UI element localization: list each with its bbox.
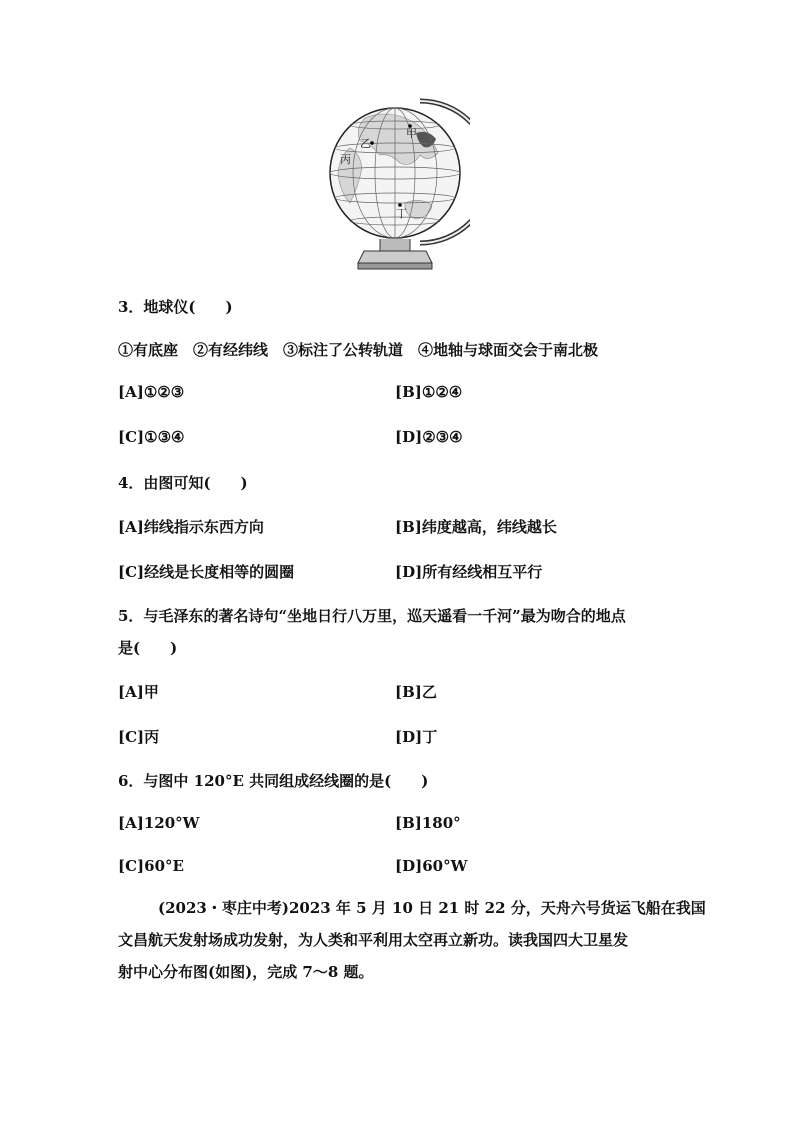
globe-stand-neck	[380, 239, 410, 251]
globe-base	[358, 251, 432, 263]
question-5-option-c[interactable]: [C]丙	[118, 728, 160, 746]
label-bing: 丙	[340, 153, 351, 166]
label-yi: 乙	[360, 137, 371, 150]
question-6-stem: 6．与图中 120°E 共同组成经线圈的是( )	[118, 772, 429, 790]
question-6-option-d[interactable]: [D]60°W	[395, 857, 468, 875]
label-ding: 丁	[396, 207, 407, 220]
question-4-stem: 4．由图可知( )	[118, 474, 248, 492]
label-jia: 甲	[406, 127, 417, 140]
question-3-statements: ①有底座 ②有经纬线 ③标注了公转轨道 ④地轴与球面交会于南北极	[118, 341, 599, 359]
question-3-stem: 3．地球仪( )	[118, 298, 233, 316]
globe-illustration	[320, 93, 470, 273]
question-6-option-a[interactable]: [A]120°W	[118, 814, 200, 832]
question-6-option-b[interactable]: [B]180°	[395, 814, 461, 832]
question-3-option-d[interactable]: [D]②③④	[395, 428, 463, 446]
question-6-option-c[interactable]: [C]60°E	[118, 857, 184, 875]
question-4-option-a[interactable]: [A]纬线指示东西方向	[118, 518, 264, 536]
question-4-option-b[interactable]: [B]纬度越高，纬线越长	[395, 518, 557, 536]
passage-line-3: 射中心分布图(如图)，完成 7～8 题。	[118, 963, 374, 981]
passage-line-2: 文昌航天发射场成功发射，为人类和平利用太空再立新功。读我国四大卫星发	[118, 931, 629, 949]
question-3-option-c[interactable]: [C]①③④	[118, 428, 185, 446]
question-5-option-b[interactable]: [B]乙	[395, 683, 437, 701]
globe-figure	[320, 93, 470, 273]
question-4-option-c[interactable]: [C]经线是长度相等的圆圈	[118, 563, 295, 581]
question-3-option-a[interactable]: [A]①②③	[118, 383, 185, 401]
question-4-option-d[interactable]: [D]所有经线相互平行	[395, 563, 543, 581]
question-5-stem-line1: 5．与毛泽东的著名诗句“坐地日行八万里，巡天遥看一千河”最为吻合的地点	[118, 607, 626, 625]
passage-line-1: (2023・枣庄中考)2023 年 5 月 10 日 21 时 22 分，天舟六号货运飞船在我国	[158, 899, 706, 917]
question-3-option-b[interactable]: [B]①②④	[395, 383, 463, 401]
question-5-option-d[interactable]: [D]丁	[395, 728, 438, 746]
question-5-stem-line2: 是( )	[118, 639, 178, 657]
question-5-option-a[interactable]: [A]甲	[118, 683, 159, 701]
